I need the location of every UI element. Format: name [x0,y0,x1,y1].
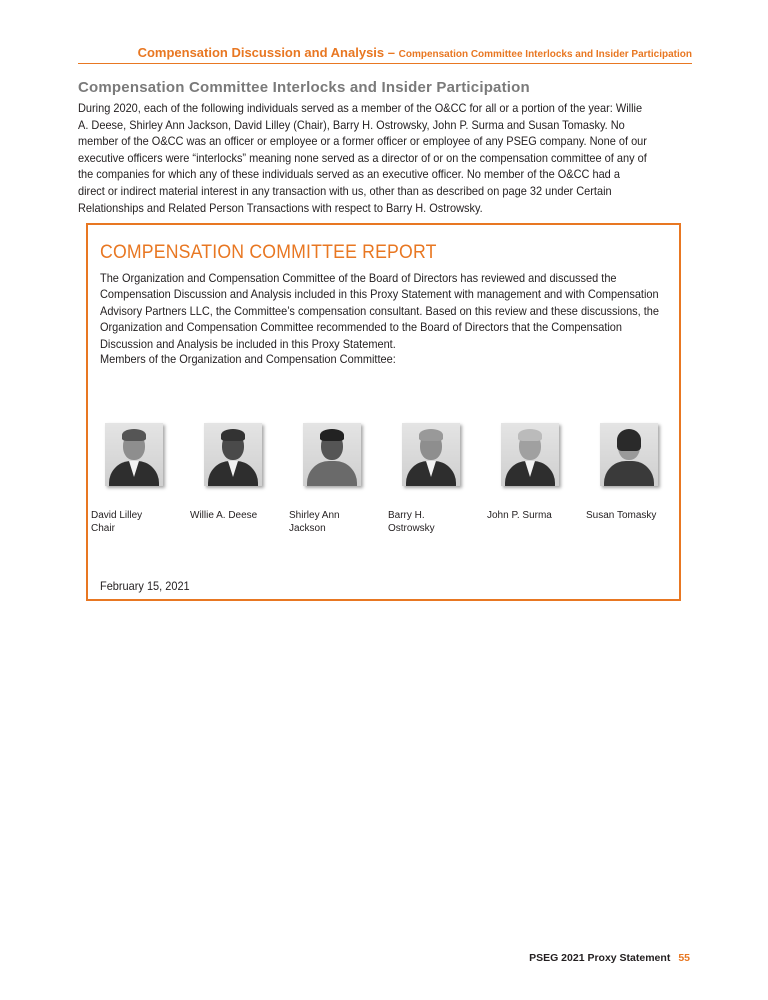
member-photo [303,423,361,486]
member-photo [105,423,163,486]
header-subsection: Compensation Committee Interlocks and Insider Participation [398,49,692,60]
page-footer [529,952,690,964]
member-barry-ostrowsky [385,423,475,535]
member-david-lilley [88,423,178,535]
compensation-committee-report-box [86,223,681,601]
member-role: Chair [91,522,115,534]
member-name: John P. Surma [487,510,552,521]
report-title: COMPENSATION COMMITTEE REPORT [100,242,437,263]
member-name: Shirley Ann [289,510,340,521]
running-header [78,44,692,64]
member-shirley-jackson [286,423,376,535]
member-role: Jackson [289,522,326,534]
member-photo [600,423,658,486]
member-role: Ostrowsky [388,522,435,534]
member-photo [501,423,559,486]
report-paragraph: The Organization and Compensation Committee of the Board of Directors has reviewed and discussed the Compensation Discussion and Analysis included in this Proxy Statement with management and with Compensation Advisory Partners LLC, the Committee’s compensation consultant. Based on this review and these discussions, the Organization and Compensation Committee recommended to the Board of Directors that the Compensation Discussion and Analysis be included in this Proxy Statement. [100,271,660,351]
member-susan-tomasky [583,423,673,523]
members-label: Members of the Organization and Compensation Committee: [100,352,396,366]
member-john-surma [484,423,574,523]
member-name: Susan Tomasky [586,510,657,521]
member-name: Willie A. Deese [190,510,258,521]
report-date: February 15, 2021 [100,579,190,593]
intro-paragraph: During 2020, each of the following individuals served as a member of the O&CC for all or a portion of the year: Willie A. Deese, Shirley Ann Jackson, David Lilley (Chair), Barry H. Ostrowsky, John P. Surma and Susan Tomasky. No member of the O&CC was an officer or employee or a former officer or employee of any PSEG company. None of our executive officers were “interlocks” meaning none served as a director of or on the compensation committee of any of the companies for which any of these individuals served as an executive officer. No member of the O&CC had a direct or indirect material interest in any transaction with us, other than as described on page 32 under Certain Relationships and Related Person Transactions with respect to Barry H. Ostrowsky. [78,101,647,215]
footer-doc-title: PSEG 2021 Proxy Statement [529,952,671,964]
section-heading: Compensation Committee Interlocks and Insider Participation [78,79,530,96]
member-willie-deese [187,423,277,523]
member-name: Barry H. [388,510,425,521]
member-name: David Lilley [91,510,143,521]
page-number: 55 [678,952,690,964]
member-photo [402,423,460,486]
member-photo [204,423,262,486]
header-separator: – [384,45,399,60]
header-section: Compensation Discussion and Analysis [137,45,385,60]
